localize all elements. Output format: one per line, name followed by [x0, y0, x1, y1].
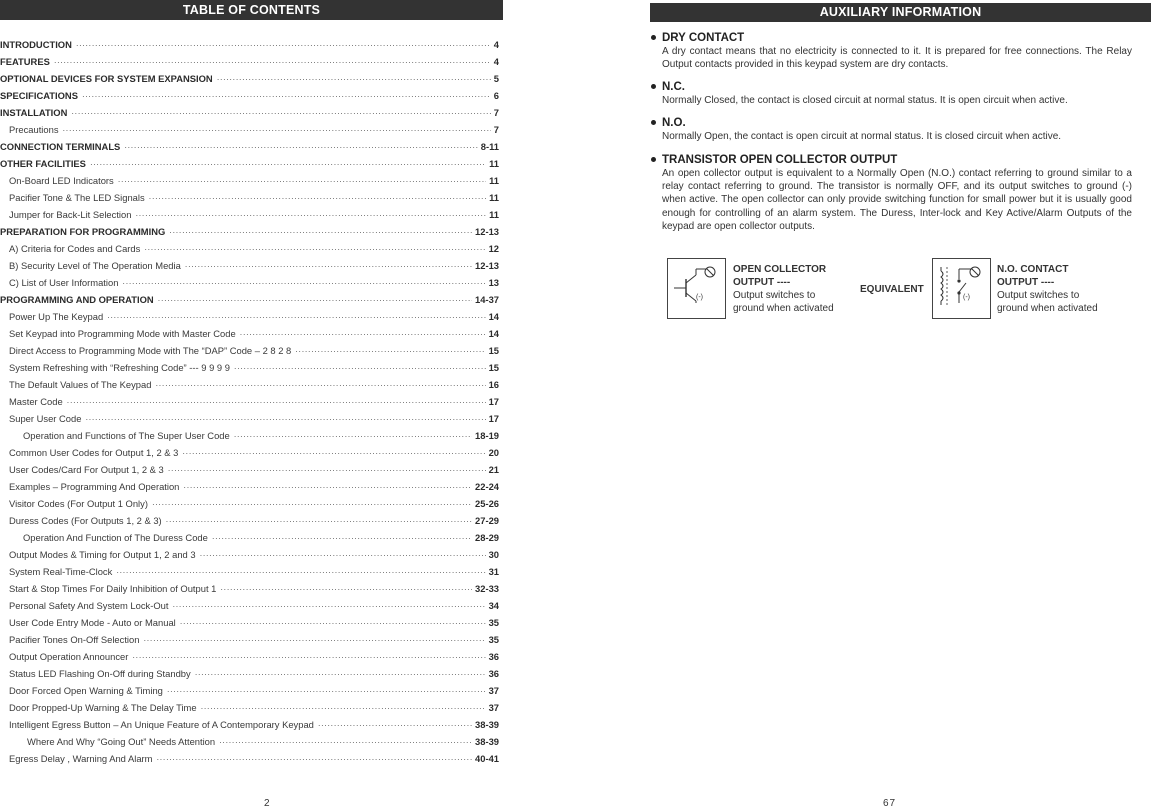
toc-entry	[0, 614, 499, 631]
dot-leader	[85, 411, 485, 428]
toc-entry-title: The Default Values of The Keypad	[9, 379, 152, 390]
toc-entry-title: Pacifier Tone & The LED Signals	[9, 192, 145, 203]
toc-entry	[0, 495, 499, 512]
toc-entry-page: 11	[489, 175, 499, 186]
toc-entry-title: PROGRAMMING AND OPERATION	[0, 294, 154, 305]
toc-entry-title: Output Operation Announcer	[9, 651, 129, 662]
dot-leader	[172, 598, 485, 615]
toc-entry	[0, 427, 499, 444]
page-number: 2	[264, 798, 271, 809]
toc-entry-page: 17	[488, 413, 499, 424]
aux-body: A dry contact means that no electricity is connected to it. It is prepared for free connections. The Relay Output contacts provided in this keypad system are dry contacts.	[662, 46, 1132, 71]
dot-leader	[144, 241, 485, 258]
toc-entry-title: Output Modes & Timing for Output 1, 2 and 3	[9, 549, 196, 560]
toc-entry-page: 4	[493, 39, 499, 50]
toc-entry	[0, 87, 499, 104]
right-page	[650, 0, 1151, 810]
toc-entry-title: Status LED Flashing On-Off during Standby	[9, 668, 191, 679]
toc-entry-title: Operation And Function of The Duress Code	[23, 532, 208, 543]
toc-entry-title: CONNECTION TERMINALS	[0, 141, 121, 152]
no-contact-title-2: OUTPUT ----	[997, 277, 1055, 288]
toc-entry-title: Where And Why “Going Out” Needs Attention	[27, 736, 216, 747]
bullet-icon	[651, 84, 656, 89]
toc-entry-title: Pacifier Tones On-Off Selection	[9, 634, 140, 645]
toc-entry	[0, 172, 499, 189]
bullet-icon	[651, 120, 656, 125]
toc-entry-page: 14-37	[475, 294, 499, 305]
toc-entry	[0, 716, 499, 733]
toc-entry	[0, 359, 499, 376]
dot-leader	[155, 377, 485, 394]
toc-entry	[0, 36, 499, 53]
toc-entry-title: INSTALLATION	[0, 107, 68, 118]
aux-item-nc	[650, 80, 1132, 107]
toc-entry-title: Precautions	[9, 124, 59, 135]
dot-leader	[135, 207, 486, 224]
toc-entry-title: Start & Stop Times For Daily Inhibition of Output 1	[9, 583, 217, 594]
left-page	[0, 0, 503, 810]
toc-entry-title: Intelligent Egress Button – An Unique Feature of A Contemporary Keypad	[9, 719, 314, 730]
toc-entry	[0, 53, 499, 70]
aux-header: AUXILIARY INFORMATION	[650, 3, 1151, 22]
toc-entry-title: Duress Codes (For Outputs 1, 2 & 3)	[9, 515, 162, 526]
toc-entry-page: 7	[493, 107, 499, 118]
toc-entry-page: 11	[489, 192, 499, 203]
toc-entry-title: Egress Delay , Warning And Alarm	[9, 753, 153, 764]
toc-entry	[0, 410, 499, 427]
dot-leader	[234, 360, 486, 377]
toc-entry	[0, 240, 499, 257]
toc-entry	[0, 478, 499, 495]
dot-leader	[166, 513, 472, 530]
bullet-icon	[651, 157, 656, 162]
toc-entry-page: 28-29	[475, 532, 499, 543]
toc-entry-page: 12-13	[475, 226, 499, 237]
toc-entry	[0, 189, 499, 206]
toc-entry-title: OPTIONAL DEVICES FOR SYSTEM EXPANSION	[0, 73, 213, 84]
dot-leader	[63, 122, 491, 139]
toc-entry-page: 5	[493, 73, 499, 84]
ground-mark: (-)	[963, 294, 970, 301]
toc-entry	[0, 631, 499, 648]
dot-leader	[118, 173, 486, 190]
toc-entry-title: Personal Safety And System Lock-Out	[9, 600, 169, 611]
toc-entry	[0, 70, 499, 87]
dot-leader	[152, 496, 472, 513]
toc-entry-title: Jumper for Back-Lit Selection	[9, 209, 132, 220]
toc-entry-page: 4	[493, 56, 499, 67]
dot-leader	[201, 700, 486, 717]
toc-entry	[0, 580, 499, 597]
toc-list	[0, 36, 499, 767]
toc-entry	[0, 444, 499, 461]
bullet-icon	[651, 35, 656, 40]
dot-leader	[219, 734, 472, 751]
toc-entry-page: 17	[488, 396, 499, 407]
toc-entry-title: Power Up The Keypad	[9, 311, 104, 322]
dot-leader	[143, 632, 485, 649]
toc-entry-page: 40-41	[475, 753, 499, 764]
aux-item-no	[650, 116, 1132, 143]
toc-entry-page: 14	[488, 328, 499, 339]
toc-entry-title: B) Security Level of The Operation Media	[9, 260, 181, 271]
dot-leader	[76, 37, 491, 54]
toc-entry-page: 16	[488, 379, 499, 390]
open-collector-label	[733, 263, 834, 315]
toc-entry-title: User Codes/Card For Output 1, 2 & 3	[9, 464, 164, 475]
dot-leader	[132, 649, 485, 666]
toc-entry-title: Visitor Codes (For Output 1 Only)	[9, 498, 148, 509]
dot-leader	[200, 547, 486, 564]
toc-entry-title: SPECIFICATIONS	[0, 90, 78, 101]
toc-entry-page: 11	[489, 209, 499, 220]
aux-item-dry-contact	[650, 31, 1132, 71]
toc-entry	[0, 138, 499, 155]
dot-leader	[167, 683, 486, 700]
toc-entry-page: 14	[488, 311, 499, 322]
toc-entry	[0, 376, 499, 393]
toc-entry-page: 25-26	[475, 498, 499, 509]
toc-entry-page: 6	[493, 90, 499, 101]
aux-heading: N.C.	[662, 81, 685, 93]
dot-leader	[185, 258, 472, 275]
toc-entry-page: 38-39	[475, 719, 499, 730]
toc-entry	[0, 206, 499, 223]
toc-entry-title: On-Board LED Indicators	[9, 175, 114, 186]
toc-entry	[0, 393, 499, 410]
toc-entry-page: 37	[488, 702, 499, 713]
dot-leader	[180, 615, 486, 632]
toc-entry	[0, 461, 499, 478]
toc-entry-title: System Real-Time-Clock	[9, 566, 113, 577]
toc-entry-title: User Code Entry Mode - Auto or Manual	[9, 617, 176, 628]
open-collector-desc-2: ground when activated	[733, 303, 834, 314]
toc-entry	[0, 155, 499, 172]
toc-entry	[0, 104, 499, 121]
toc-entry-page: 38-39	[475, 736, 499, 747]
toc-entry-title: Door Propped-Up Warning & The Delay Time	[9, 702, 197, 713]
dot-leader	[71, 105, 490, 122]
dot-leader	[183, 479, 472, 496]
dot-leader	[234, 428, 472, 445]
toc-entry-page: 7	[493, 124, 499, 135]
toc-entry-title: Common User Codes for Output 1, 2 & 3	[9, 447, 179, 458]
dot-leader	[116, 564, 485, 581]
toc-header: TABLE OF CONTENTS	[0, 0, 503, 20]
toc-entry-title: A) Criteria for Codes and Cards	[9, 243, 141, 254]
dot-leader	[90, 156, 486, 173]
toc-entry-page: 18-19	[475, 430, 499, 441]
equivalent-label: EQUIVALENT	[860, 284, 924, 295]
toc-entry-page: 35	[488, 617, 499, 628]
toc-entry-title: C) List of User Information	[9, 277, 119, 288]
toc-entry	[0, 699, 499, 716]
no-contact-desc-2: ground when activated	[997, 303, 1098, 314]
open-collector-title-1: OPEN COLLECTOR	[733, 264, 827, 275]
no-contact-label	[997, 263, 1098, 315]
dot-leader	[169, 224, 472, 241]
dot-leader	[158, 292, 472, 309]
aux-item-transistor	[650, 153, 1132, 233]
no-contact-title-1: N.O. CONTACT	[997, 264, 1069, 275]
toc-entry-page: 34	[488, 600, 499, 611]
dot-leader	[149, 190, 486, 207]
dot-leader	[67, 394, 486, 411]
toc-entry-title: Set Keypad into Programming Mode with Master Code	[9, 328, 236, 339]
toc-entry	[0, 563, 499, 580]
toc-entry	[0, 291, 499, 308]
dot-leader	[82, 88, 491, 105]
toc-entry-title: Examples – Programming And Operation	[9, 481, 180, 492]
toc-entry-title: INTRODUCTION	[0, 39, 72, 50]
toc-entry	[0, 325, 499, 342]
relay-icon	[933, 259, 990, 318]
toc-entry-page: 37	[488, 685, 499, 696]
toc-entry-page: 8-11	[480, 141, 499, 152]
toc-entry-title: System Refreshing with “Refreshing Code” --- 9 9 9 9	[9, 362, 230, 373]
toc-entry-page: 27-29	[475, 515, 499, 526]
toc-entry-page: 35	[488, 634, 499, 645]
toc-entry-page: 36	[488, 651, 499, 662]
toc-entry-title: Super User Code	[9, 413, 82, 424]
open-collector-title-2: OUTPUT ----	[733, 277, 791, 288]
toc-entry	[0, 733, 499, 750]
aux-heading: DRY CONTACT	[662, 32, 745, 44]
toc-entry-page: 32-33	[475, 583, 499, 594]
toc-entry-page: 15	[488, 362, 499, 373]
dot-leader	[168, 462, 486, 479]
toc-entry-title: Door Forced Open Warning & Timing	[9, 685, 163, 696]
ground-mark: (-)	[696, 294, 703, 301]
dot-leader	[295, 343, 485, 360]
toc-entry	[0, 665, 499, 682]
toc-entry-page: 12-13	[475, 260, 499, 271]
toc-entry	[0, 223, 499, 240]
toc-entry	[0, 529, 499, 546]
transistor-icon	[668, 259, 725, 318]
toc-entry-page: 12	[488, 243, 499, 254]
toc-entry	[0, 121, 499, 138]
dot-leader	[195, 666, 486, 683]
dot-leader	[107, 309, 485, 326]
aux-body: Normally Closed, the contact is closed circuit at normal status. It is open circuit when active.	[662, 95, 1068, 106]
toc-entry	[0, 257, 499, 274]
toc-entry-title: Operation and Functions of The Super User Code	[23, 430, 230, 441]
no-contact-diagram	[932, 258, 991, 319]
open-collector-desc-1: Output switches to	[733, 290, 816, 301]
toc-entry-title: OTHER FACILITIES	[0, 158, 86, 169]
open-collector-diagram	[667, 258, 726, 319]
dot-leader	[182, 445, 485, 462]
toc-entry	[0, 597, 499, 614]
toc-entry	[0, 274, 499, 291]
toc-entry	[0, 342, 499, 359]
dot-leader	[318, 717, 472, 734]
dot-leader	[220, 581, 472, 598]
toc-entry	[0, 648, 499, 665]
toc-entry-page: 36	[488, 668, 499, 679]
aux-heading: N.O.	[662, 117, 686, 129]
toc-entry	[0, 308, 499, 325]
toc-entry-page: 13	[488, 277, 499, 288]
toc-entry-page: 11	[489, 158, 499, 169]
toc-entry-page: 21	[488, 464, 499, 475]
toc-entry-title: PREPARATION FOR PROGRAMMING	[0, 226, 166, 237]
dot-leader	[54, 54, 491, 71]
toc-entry-page: 15	[488, 345, 499, 356]
toc-entry-title: Direct Access to Programming Mode with The “DAP” Code – 2 8 2 8	[9, 345, 292, 356]
dot-leader	[124, 139, 477, 156]
aux-body: An open collector output is equivalent to a Normally Open (N.O.) contact referring to ground similar to a relay contact referring to ground. The transistor is normally OFF, and its output switches to ground (-) when active. The open collector can only provide switching function for small power but it is usually good enough for controlling of an alarm system. The Duress, Inter-lock and Key Active/Alarm Outputs of the keypad are open collector outputs.	[662, 168, 1132, 232]
toc-entry-page: 31	[488, 566, 499, 577]
toc-entry-title: FEATURES	[0, 56, 50, 67]
toc-entry	[0, 546, 499, 563]
toc-entry	[0, 750, 499, 767]
toc-entry-page: 30	[488, 549, 499, 560]
toc-entry-page: 22-24	[475, 481, 499, 492]
no-contact-desc-1: Output switches to	[997, 290, 1080, 301]
toc-entry	[0, 512, 499, 529]
dot-leader	[122, 275, 485, 292]
dot-leader	[240, 326, 486, 343]
dot-leader	[212, 530, 472, 547]
toc-entry	[0, 682, 499, 699]
aux-heading: TRANSISTOR OPEN COLLECTOR OUTPUT	[662, 154, 898, 166]
dot-leader	[217, 71, 491, 88]
toc-entry-page: 20	[488, 447, 499, 458]
dot-leader	[156, 751, 472, 768]
aux-body: Normally Open, the contact is open circuit at normal status. It is closed circuit when active.	[662, 131, 1062, 142]
page-number: 67	[883, 798, 897, 809]
toc-entry-title: Master Code	[9, 396, 63, 407]
